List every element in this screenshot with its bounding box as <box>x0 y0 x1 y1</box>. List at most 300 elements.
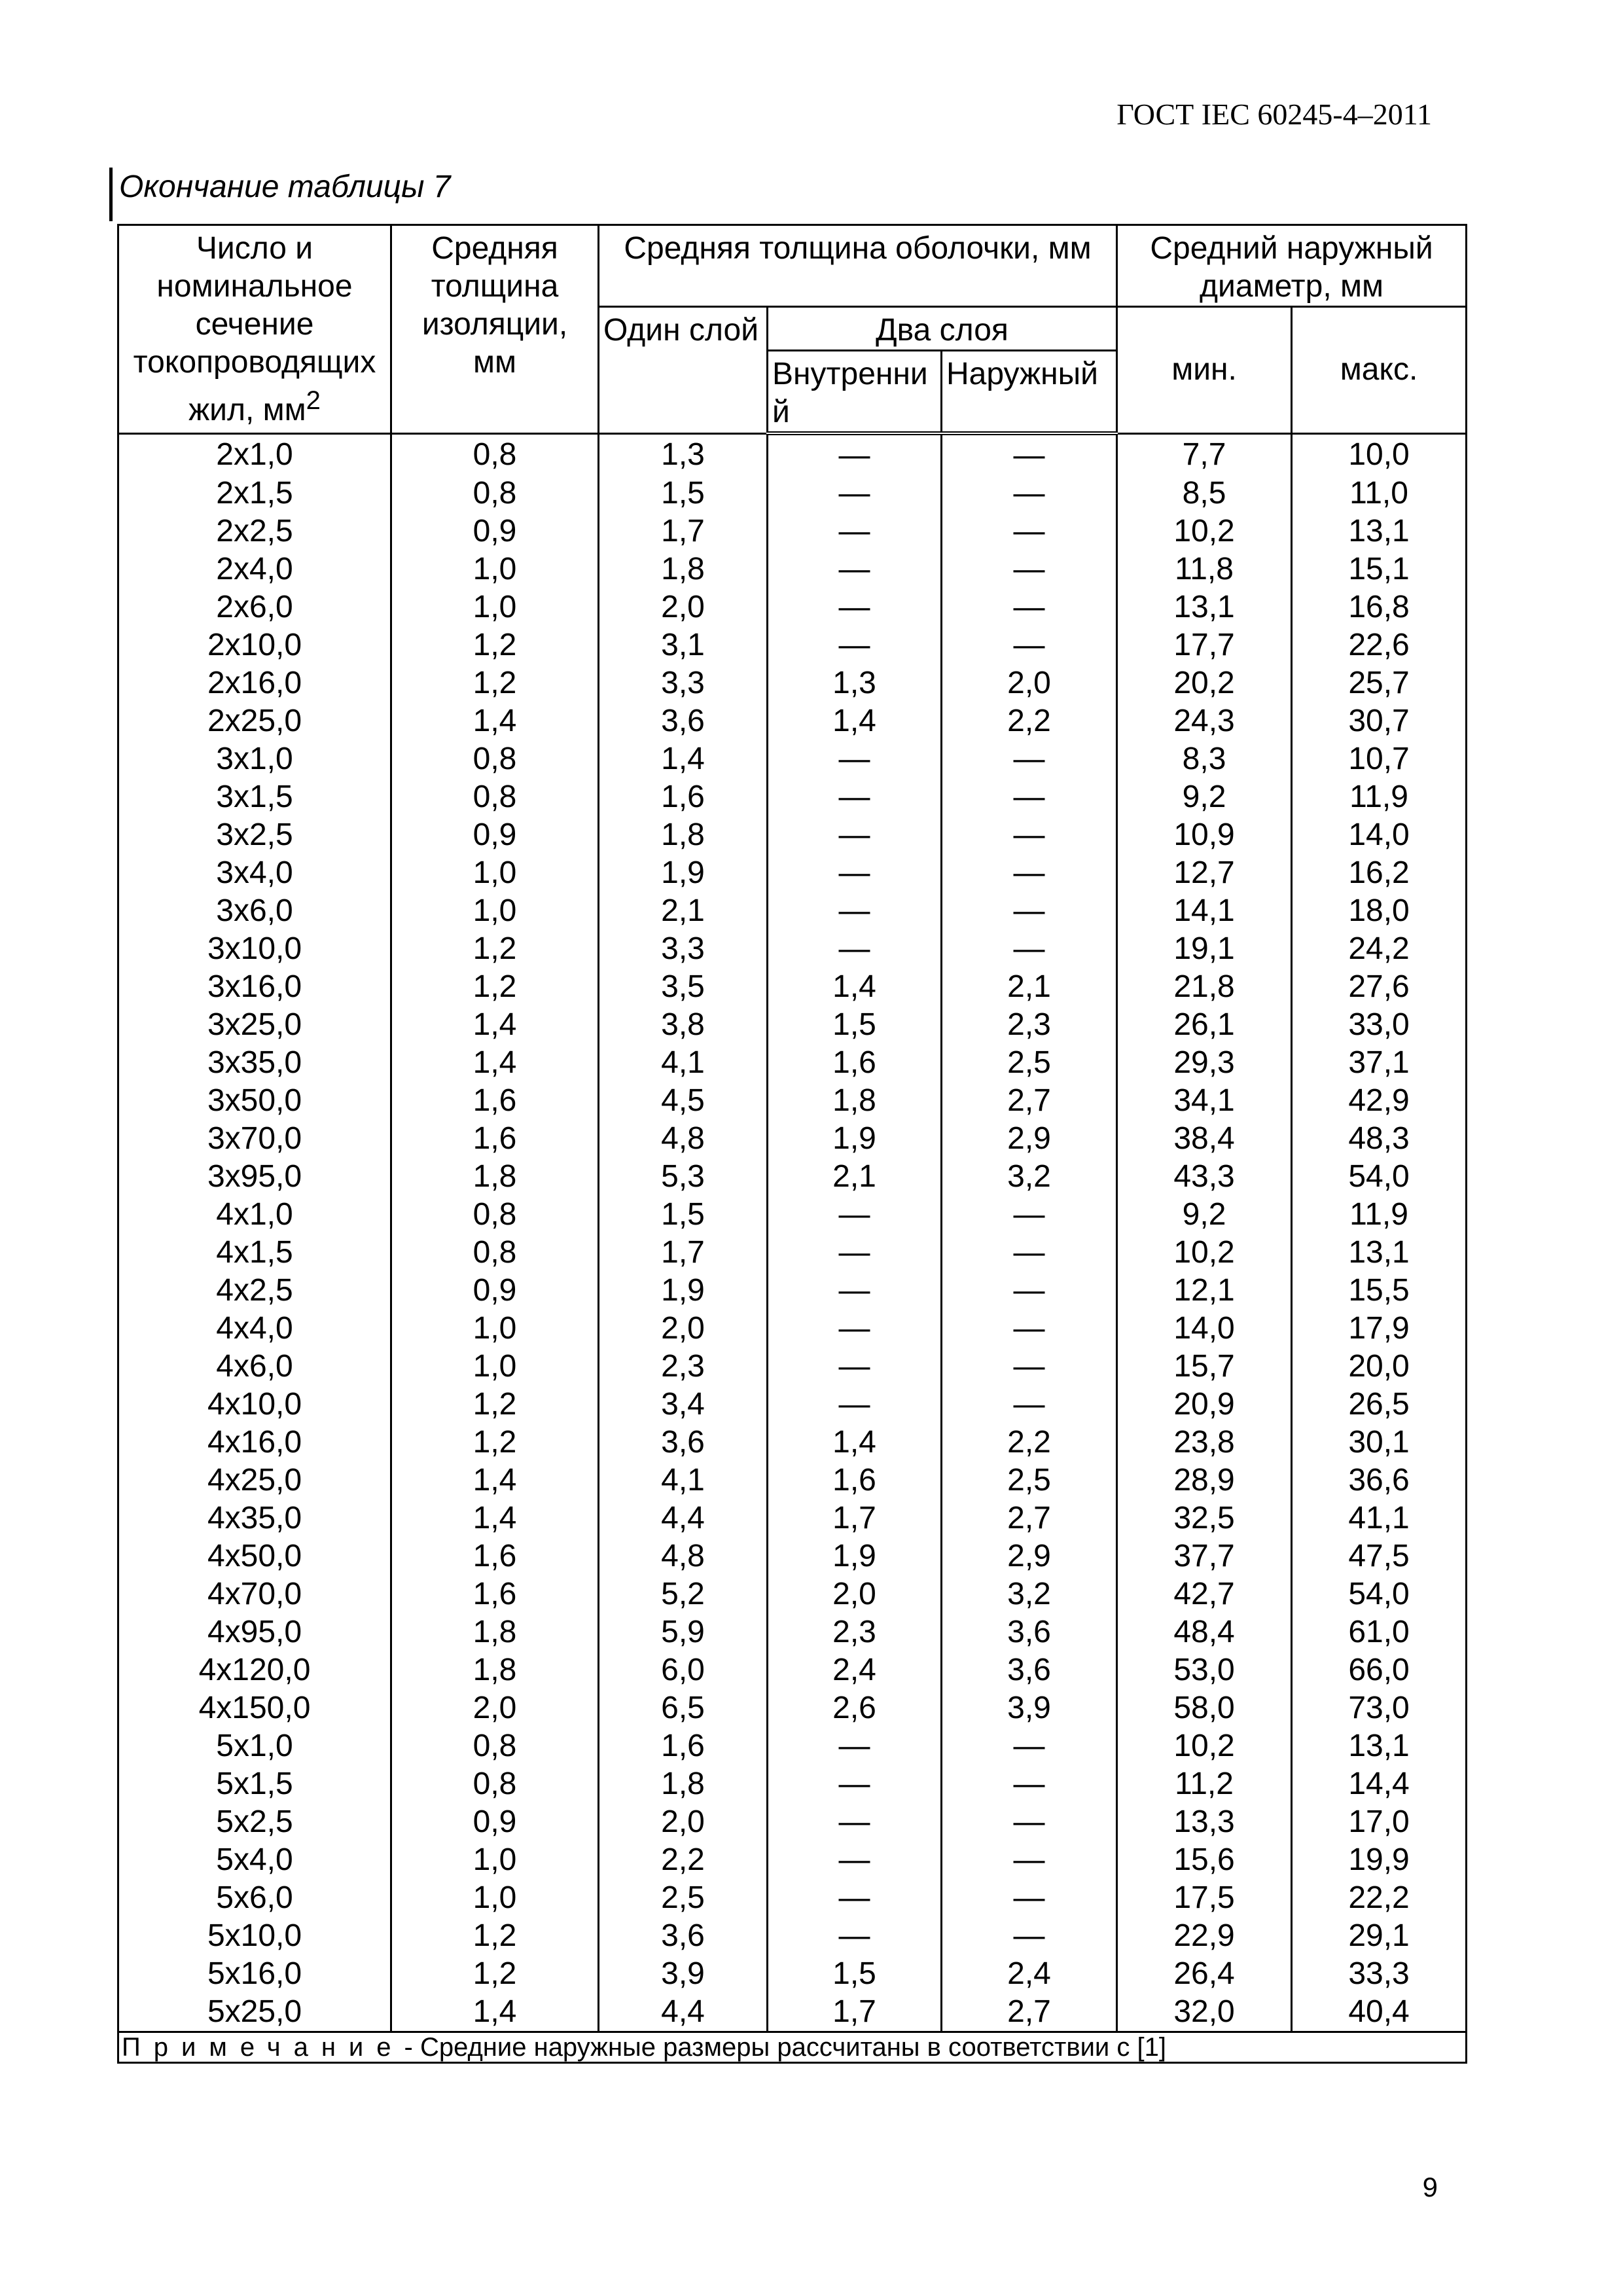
table-cell: 4x70,0 <box>118 1575 391 1613</box>
table-cell: 17,5 <box>1117 1879 1292 1917</box>
document-code: ГОСТ IEC 60245-4–2011 <box>1116 98 1432 131</box>
table-cell: 4x150,0 <box>118 1689 391 1727</box>
table-cell: 14,1 <box>1117 892 1292 930</box>
table-cell: 7,7 <box>1117 433 1292 475</box>
table-cell: 20,9 <box>1117 1386 1292 1424</box>
table-row <box>118 816 1467 854</box>
table-cell: 1,4 <box>391 1462 599 1499</box>
table-cell: — <box>942 1879 1117 1917</box>
table-cell: 1,7 <box>599 512 768 550</box>
table-cell: 38,4 <box>1117 1120 1292 1158</box>
table-cell: — <box>768 1765 942 1803</box>
table-cell: — <box>768 1917 942 1955</box>
table-cell: — <box>942 1841 1117 1879</box>
table-cell: 0,9 <box>391 816 599 854</box>
table-cell: 3x50,0 <box>118 1082 391 1120</box>
table-cell: 2,7 <box>942 1082 1117 1120</box>
table-cell: — <box>768 433 942 475</box>
note-text: - Средние наружные размеры рассчитаны в соответствии с [1] <box>404 2033 1166 2062</box>
table-cell: 1,6 <box>391 1537 599 1575</box>
table-cell: 2,7 <box>942 1499 1117 1537</box>
table-cell: — <box>768 1879 942 1917</box>
table-row <box>118 1196 1467 1234</box>
table-cell: 17,7 <box>1117 626 1292 664</box>
table-cell: 18,0 <box>1292 892 1467 930</box>
table-cell: 2,0 <box>391 1689 599 1727</box>
table-cell: 1,7 <box>768 1499 942 1537</box>
table-cell: 4,8 <box>599 1537 768 1575</box>
table-cell: 32,0 <box>1117 1993 1292 2032</box>
table-cell: 1,2 <box>391 1424 599 1462</box>
table-cell: — <box>768 930 942 968</box>
table-cell: — <box>942 892 1117 930</box>
table-cell: 11,2 <box>1117 1765 1292 1803</box>
table-cell: 17,0 <box>1292 1803 1467 1841</box>
note-prefix: Примечание <box>122 2033 404 2062</box>
table-cell: 3,6 <box>599 702 768 740</box>
table-cell: 1,2 <box>391 1386 599 1424</box>
table-row <box>118 1993 1467 2032</box>
table-cell: 1,4 <box>391 702 599 740</box>
table-cell: 24,2 <box>1292 930 1467 968</box>
caption-marker-bar <box>109 168 113 221</box>
table-cell: 36,6 <box>1292 1462 1467 1499</box>
table-cell: 4x4,0 <box>118 1310 391 1348</box>
page-number: 9 <box>1422 2172 1438 2202</box>
table-cell: — <box>768 1727 942 1765</box>
table-cell: 1,5 <box>599 475 768 512</box>
table-cell: 2x25,0 <box>118 702 391 740</box>
table-row <box>118 1765 1467 1803</box>
table-cell: — <box>942 816 1117 854</box>
table-cell: — <box>942 475 1117 512</box>
table-cell: 61,0 <box>1292 1613 1467 1651</box>
table-cell: 6,5 <box>599 1689 768 1727</box>
table-cell: 5x2,5 <box>118 1803 391 1841</box>
table-cell: 1,0 <box>391 854 599 892</box>
table-row <box>118 1613 1467 1651</box>
table-cell: 2,0 <box>599 588 768 626</box>
table-cell: 1,4 <box>391 1993 599 2032</box>
table-cell: 22,6 <box>1292 626 1467 664</box>
table-cell: 1,0 <box>391 1348 599 1386</box>
table-cell: 2x1,5 <box>118 475 391 512</box>
table-cell: 2,6 <box>768 1689 942 1727</box>
header-col1-line: Число и <box>196 231 313 266</box>
table-cell: — <box>768 1386 942 1424</box>
header-col1-line: жил, мм <box>188 393 306 427</box>
table-cell: — <box>942 1196 1117 1234</box>
table-cell: 1,5 <box>768 1006 942 1044</box>
table-cell: 1,7 <box>599 1234 768 1272</box>
table-cell: 30,7 <box>1292 702 1467 740</box>
table-row <box>118 892 1467 930</box>
table-cell: 1,2 <box>391 968 599 1006</box>
table-cell: 13,1 <box>1292 1727 1467 1765</box>
table-cell: 0,8 <box>391 475 599 512</box>
table-cell: 3,3 <box>599 664 768 702</box>
table-row <box>118 1841 1467 1879</box>
table-cell: 2,1 <box>599 892 768 930</box>
table-cell: 13,1 <box>1117 588 1292 626</box>
table-cell: 5x16,0 <box>118 1955 391 1993</box>
header-outer-layer: Наружный <box>942 351 1117 434</box>
table-cell: 3x6,0 <box>118 892 391 930</box>
table-cell: 0,9 <box>391 1272 599 1310</box>
table-cell: 1,4 <box>768 702 942 740</box>
table-row <box>118 664 1467 702</box>
table-cell: 66,0 <box>1292 1651 1467 1689</box>
table-cell: 1,8 <box>599 816 768 854</box>
table-cell: 1,3 <box>768 664 942 702</box>
table-cell: 5,3 <box>599 1158 768 1196</box>
header-max: макс. <box>1292 307 1467 434</box>
table-cell: 4x120,0 <box>118 1651 391 1689</box>
table-row <box>118 1234 1467 1272</box>
table-cell: 1,4 <box>391 1499 599 1537</box>
table-cell: 16,8 <box>1292 588 1467 626</box>
table-row <box>118 1120 1467 1158</box>
table-cell: 13,1 <box>1292 1234 1467 1272</box>
table-cell: 25,7 <box>1292 664 1467 702</box>
table-cell: 29,3 <box>1117 1044 1292 1082</box>
table-cell: 48,3 <box>1292 1120 1467 1158</box>
table-row <box>118 1462 1467 1499</box>
header-one-layer: Один слой <box>599 307 768 434</box>
table-cell: 13,3 <box>1117 1803 1292 1841</box>
table-cell: 1,7 <box>768 1993 942 2032</box>
table-cell: 17,9 <box>1292 1310 1467 1348</box>
table-cell: 48,4 <box>1117 1613 1292 1651</box>
table-cell: 1,4 <box>768 1424 942 1462</box>
table-cell: 26,5 <box>1292 1386 1467 1424</box>
header-min: мин. <box>1117 307 1292 434</box>
table-cell: — <box>942 1803 1117 1841</box>
table-cell: 1,2 <box>391 626 599 664</box>
table-cell: 1,9 <box>599 1272 768 1310</box>
table-cell: 23,8 <box>1117 1424 1292 1462</box>
table-caption: Окончание таблицы 7 <box>119 170 451 204</box>
table-cell: 26,4 <box>1117 1955 1292 1993</box>
table-cell: 28,9 <box>1117 1462 1292 1499</box>
header-col1-line: сечение <box>195 307 314 342</box>
table-row <box>118 968 1467 1006</box>
table-cell: 2,7 <box>942 1993 1117 2032</box>
table-cell: 0,8 <box>391 740 599 778</box>
table-cell: — <box>942 930 1117 968</box>
table-cell: 2,2 <box>599 1841 768 1879</box>
table-cell: 73,0 <box>1292 1689 1467 1727</box>
table-cell: 3x2,5 <box>118 816 391 854</box>
table-cell: 2,9 <box>942 1120 1117 1158</box>
table-row <box>118 1917 1467 1955</box>
table-cell: 9,2 <box>1117 778 1292 816</box>
table-cell: — <box>768 1272 942 1310</box>
table-cell: 29,1 <box>1292 1917 1467 1955</box>
table-cell: 27,6 <box>1292 968 1467 1006</box>
table-cell: 11,9 <box>1292 778 1467 816</box>
table-cell: — <box>942 1348 1117 1386</box>
header-diameter-line: диаметр, мм <box>1200 269 1384 304</box>
header-diameter-line: Средний наружный <box>1150 231 1433 266</box>
table-cell: 34,1 <box>1117 1082 1292 1120</box>
header-col1-line: номинальное <box>156 269 353 304</box>
table-cell: 4x1,5 <box>118 1234 391 1272</box>
table-cell: 1,8 <box>599 550 768 588</box>
table-cell: 3,9 <box>599 1955 768 1993</box>
table-cell: 2,4 <box>768 1651 942 1689</box>
table-row <box>118 1651 1467 1689</box>
table-cell: 5x6,0 <box>118 1879 391 1917</box>
table-cell: 13,1 <box>1292 512 1467 550</box>
table-cell: — <box>942 626 1117 664</box>
table-row <box>118 550 1467 588</box>
table-cell: 4,4 <box>599 1499 768 1537</box>
table-cell: 30,1 <box>1292 1424 1467 1462</box>
table-cell: 43,3 <box>1117 1158 1292 1196</box>
table-cell: — <box>768 1196 942 1234</box>
table-cell: 3x4,0 <box>118 854 391 892</box>
table-cell: 2,3 <box>599 1348 768 1386</box>
table-row <box>118 1082 1467 1120</box>
header-col2-line: Средняя <box>431 231 558 266</box>
table-cell: 2,5 <box>942 1044 1117 1082</box>
table-cell: 10,2 <box>1117 512 1292 550</box>
table-cell: 3,6 <box>599 1917 768 1955</box>
table-cell: — <box>768 512 942 550</box>
table-cell: 3,1 <box>599 626 768 664</box>
table-row <box>118 854 1467 892</box>
table-cell: 1,8 <box>391 1613 599 1651</box>
table-row <box>118 1689 1467 1727</box>
table-cell: 37,1 <box>1292 1044 1467 1082</box>
table-cell: 1,0 <box>391 588 599 626</box>
table-cell: 10,0 <box>1292 433 1467 475</box>
table-cell: 3,2 <box>942 1575 1117 1613</box>
header-col1-line: токопроводящих <box>133 345 376 380</box>
table-cell: 22,9 <box>1117 1917 1292 1955</box>
table-row <box>118 1044 1467 1082</box>
table-cell: 1,6 <box>768 1462 942 1499</box>
table-row <box>118 1537 1467 1575</box>
table-row <box>118 475 1467 512</box>
table-cell: 1,8 <box>391 1158 599 1196</box>
table-cell: — <box>942 1234 1117 1272</box>
table-cell: 16,2 <box>1292 854 1467 892</box>
table-row <box>118 433 1467 475</box>
table-body <box>118 433 1467 2032</box>
header-sheath-thickness: Средняя толщина оболочки, мм <box>599 225 1117 307</box>
table-cell: 0,8 <box>391 1727 599 1765</box>
table-cell: 5x4,0 <box>118 1841 391 1879</box>
table-cell: 4x6,0 <box>118 1348 391 1386</box>
table-cell: 4x25,0 <box>118 1462 391 1499</box>
table-cell: 10,2 <box>1117 1234 1292 1272</box>
table-cell: — <box>768 475 942 512</box>
table-cell: 0,9 <box>391 1803 599 1841</box>
table-row <box>118 702 1467 740</box>
table-cell: 33,0 <box>1292 1006 1467 1044</box>
table-cell: 24,3 <box>1117 702 1292 740</box>
table-cell: 1,0 <box>391 892 599 930</box>
table-cell: 54,0 <box>1292 1575 1467 1613</box>
table-cell: 20,2 <box>1117 664 1292 702</box>
table-row <box>118 626 1467 664</box>
table-cell: — <box>942 1386 1117 1424</box>
table-cell: 5,2 <box>599 1575 768 1613</box>
table-cell: 5,9 <box>599 1613 768 1651</box>
table-cell: 8,3 <box>1117 740 1292 778</box>
table-cell: — <box>768 550 942 588</box>
header-two-layers: Два слоя <box>768 307 1117 351</box>
table-cell: 3x25,0 <box>118 1006 391 1044</box>
table-row <box>118 1424 1467 1462</box>
table-cell: 40,4 <box>1292 1993 1467 2032</box>
table-cell: 1,9 <box>768 1120 942 1158</box>
table-cell: 11,9 <box>1292 1196 1467 1234</box>
cable-dimensions-table <box>117 224 1467 2064</box>
table-cell: 4,8 <box>599 1120 768 1158</box>
table-cell: 14,0 <box>1117 1310 1292 1348</box>
table-cell: 1,0 <box>391 1841 599 1879</box>
table-row <box>118 1955 1467 1993</box>
table-cell: — <box>768 854 942 892</box>
header-col2-line: изоляции, <box>421 307 568 342</box>
table-cell: 5x1,0 <box>118 1727 391 1765</box>
table-row <box>118 1727 1467 1765</box>
table-cell: 0,8 <box>391 778 599 816</box>
table-cell: 5x10,0 <box>118 1917 391 1955</box>
table-cell: 3,6 <box>942 1613 1117 1651</box>
header-col2-line: толщина <box>431 269 559 304</box>
table-cell: 15,1 <box>1292 550 1467 588</box>
table-cell: 37,7 <box>1117 1537 1292 1575</box>
table-cell: — <box>768 1310 942 1348</box>
table-cell: 1,9 <box>599 854 768 892</box>
table-cell: — <box>942 1917 1117 1955</box>
header-col1-superscript: 2 <box>306 386 321 415</box>
table-cell: 3x1,5 <box>118 778 391 816</box>
table-cell: 1,8 <box>391 1651 599 1689</box>
table-cell: 2,2 <box>942 702 1117 740</box>
table-row <box>118 1158 1467 1196</box>
table-cell: 1,8 <box>599 1765 768 1803</box>
table-cell: — <box>768 1841 942 1879</box>
table-cell: 1,8 <box>768 1082 942 1120</box>
table-cell: 4,1 <box>599 1462 768 1499</box>
table-cell: — <box>942 1272 1117 1310</box>
table-cell: 0,9 <box>391 512 599 550</box>
table-cell: 3,5 <box>599 968 768 1006</box>
table-cell: 1,6 <box>599 1727 768 1765</box>
table-cell: — <box>768 892 942 930</box>
table-cell: 1,5 <box>599 1196 768 1234</box>
table-cell: 4,5 <box>599 1082 768 1120</box>
table-cell: 3,6 <box>942 1651 1117 1689</box>
table-cell: 0,8 <box>391 1234 599 1272</box>
table-cell: 2,5 <box>599 1879 768 1917</box>
table-cell: — <box>768 778 942 816</box>
table-cell: 3,6 <box>599 1424 768 1462</box>
table-cell: 12,7 <box>1117 854 1292 892</box>
table-cell: — <box>768 1803 942 1841</box>
table-cell: 10,7 <box>1292 740 1467 778</box>
table-cell: 1,6 <box>391 1082 599 1120</box>
table-cell: 1,9 <box>768 1537 942 1575</box>
table-cell: 58,0 <box>1117 1689 1292 1727</box>
table-cell: 0,8 <box>391 1196 599 1234</box>
table-cell: 2,2 <box>942 1424 1117 1462</box>
table-cell: 3,2 <box>942 1158 1117 1196</box>
table-cell: — <box>768 1234 942 1272</box>
table-cell: 15,7 <box>1117 1348 1292 1386</box>
table-cell: — <box>942 550 1117 588</box>
table-cell: 1,2 <box>391 1955 599 1993</box>
table-cell: 1,6 <box>599 778 768 816</box>
table-cell: 3x70,0 <box>118 1120 391 1158</box>
table-cell: 4x50,0 <box>118 1537 391 1575</box>
table-cell: 0,8 <box>391 1765 599 1803</box>
table-row <box>118 1499 1467 1537</box>
table-cell: 53,0 <box>1117 1651 1292 1689</box>
table-cell: 3,3 <box>599 930 768 968</box>
table-row <box>118 1006 1467 1044</box>
table-cell: 15,5 <box>1292 1272 1467 1310</box>
table-cell: 42,7 <box>1117 1575 1292 1613</box>
table-note <box>118 2032 1467 2063</box>
table-cell: 1,4 <box>391 1006 599 1044</box>
table-cell: — <box>942 1310 1117 1348</box>
table-cell: 1,5 <box>768 1955 942 1993</box>
table-cell: — <box>768 816 942 854</box>
header-conductors-section <box>118 225 391 434</box>
table-cell: 1,6 <box>768 1044 942 1082</box>
table-cell: 6,0 <box>599 1651 768 1689</box>
table-cell: 41,1 <box>1292 1499 1467 1537</box>
table-cell: 1,4 <box>768 968 942 1006</box>
table-cell: 5x25,0 <box>118 1993 391 2032</box>
table-row <box>118 1803 1467 1841</box>
table-cell: 11,0 <box>1292 475 1467 512</box>
table-cell: 3x35,0 <box>118 1044 391 1082</box>
table-row <box>118 1348 1467 1386</box>
table-cell: 2,3 <box>942 1006 1117 1044</box>
header-insulation-thickness <box>391 225 599 434</box>
table-cell: 0,8 <box>391 433 599 475</box>
table-cell: 1,6 <box>391 1120 599 1158</box>
table-cell: — <box>768 740 942 778</box>
table-cell: 2,1 <box>768 1158 942 1196</box>
table-cell: 14,0 <box>1292 816 1467 854</box>
table-cell: 33,3 <box>1292 1955 1467 1993</box>
table-cell: 1,0 <box>391 1310 599 1348</box>
table-cell: 4x2,5 <box>118 1272 391 1310</box>
table-cell: — <box>942 588 1117 626</box>
table-row <box>118 930 1467 968</box>
table-cell: — <box>942 1765 1117 1803</box>
table-cell: 3,8 <box>599 1006 768 1044</box>
table-row <box>118 1310 1467 1348</box>
table-cell: 15,6 <box>1117 1841 1292 1879</box>
table-cell: 1,6 <box>391 1575 599 1613</box>
table-cell: 1,4 <box>599 740 768 778</box>
table-cell: 47,5 <box>1292 1537 1467 1575</box>
table-cell: 10,2 <box>1117 1727 1292 1765</box>
header-outer-diameter <box>1117 225 1467 307</box>
table-cell: — <box>942 512 1117 550</box>
table-row <box>118 1386 1467 1424</box>
table-cell: 1,0 <box>391 550 599 588</box>
